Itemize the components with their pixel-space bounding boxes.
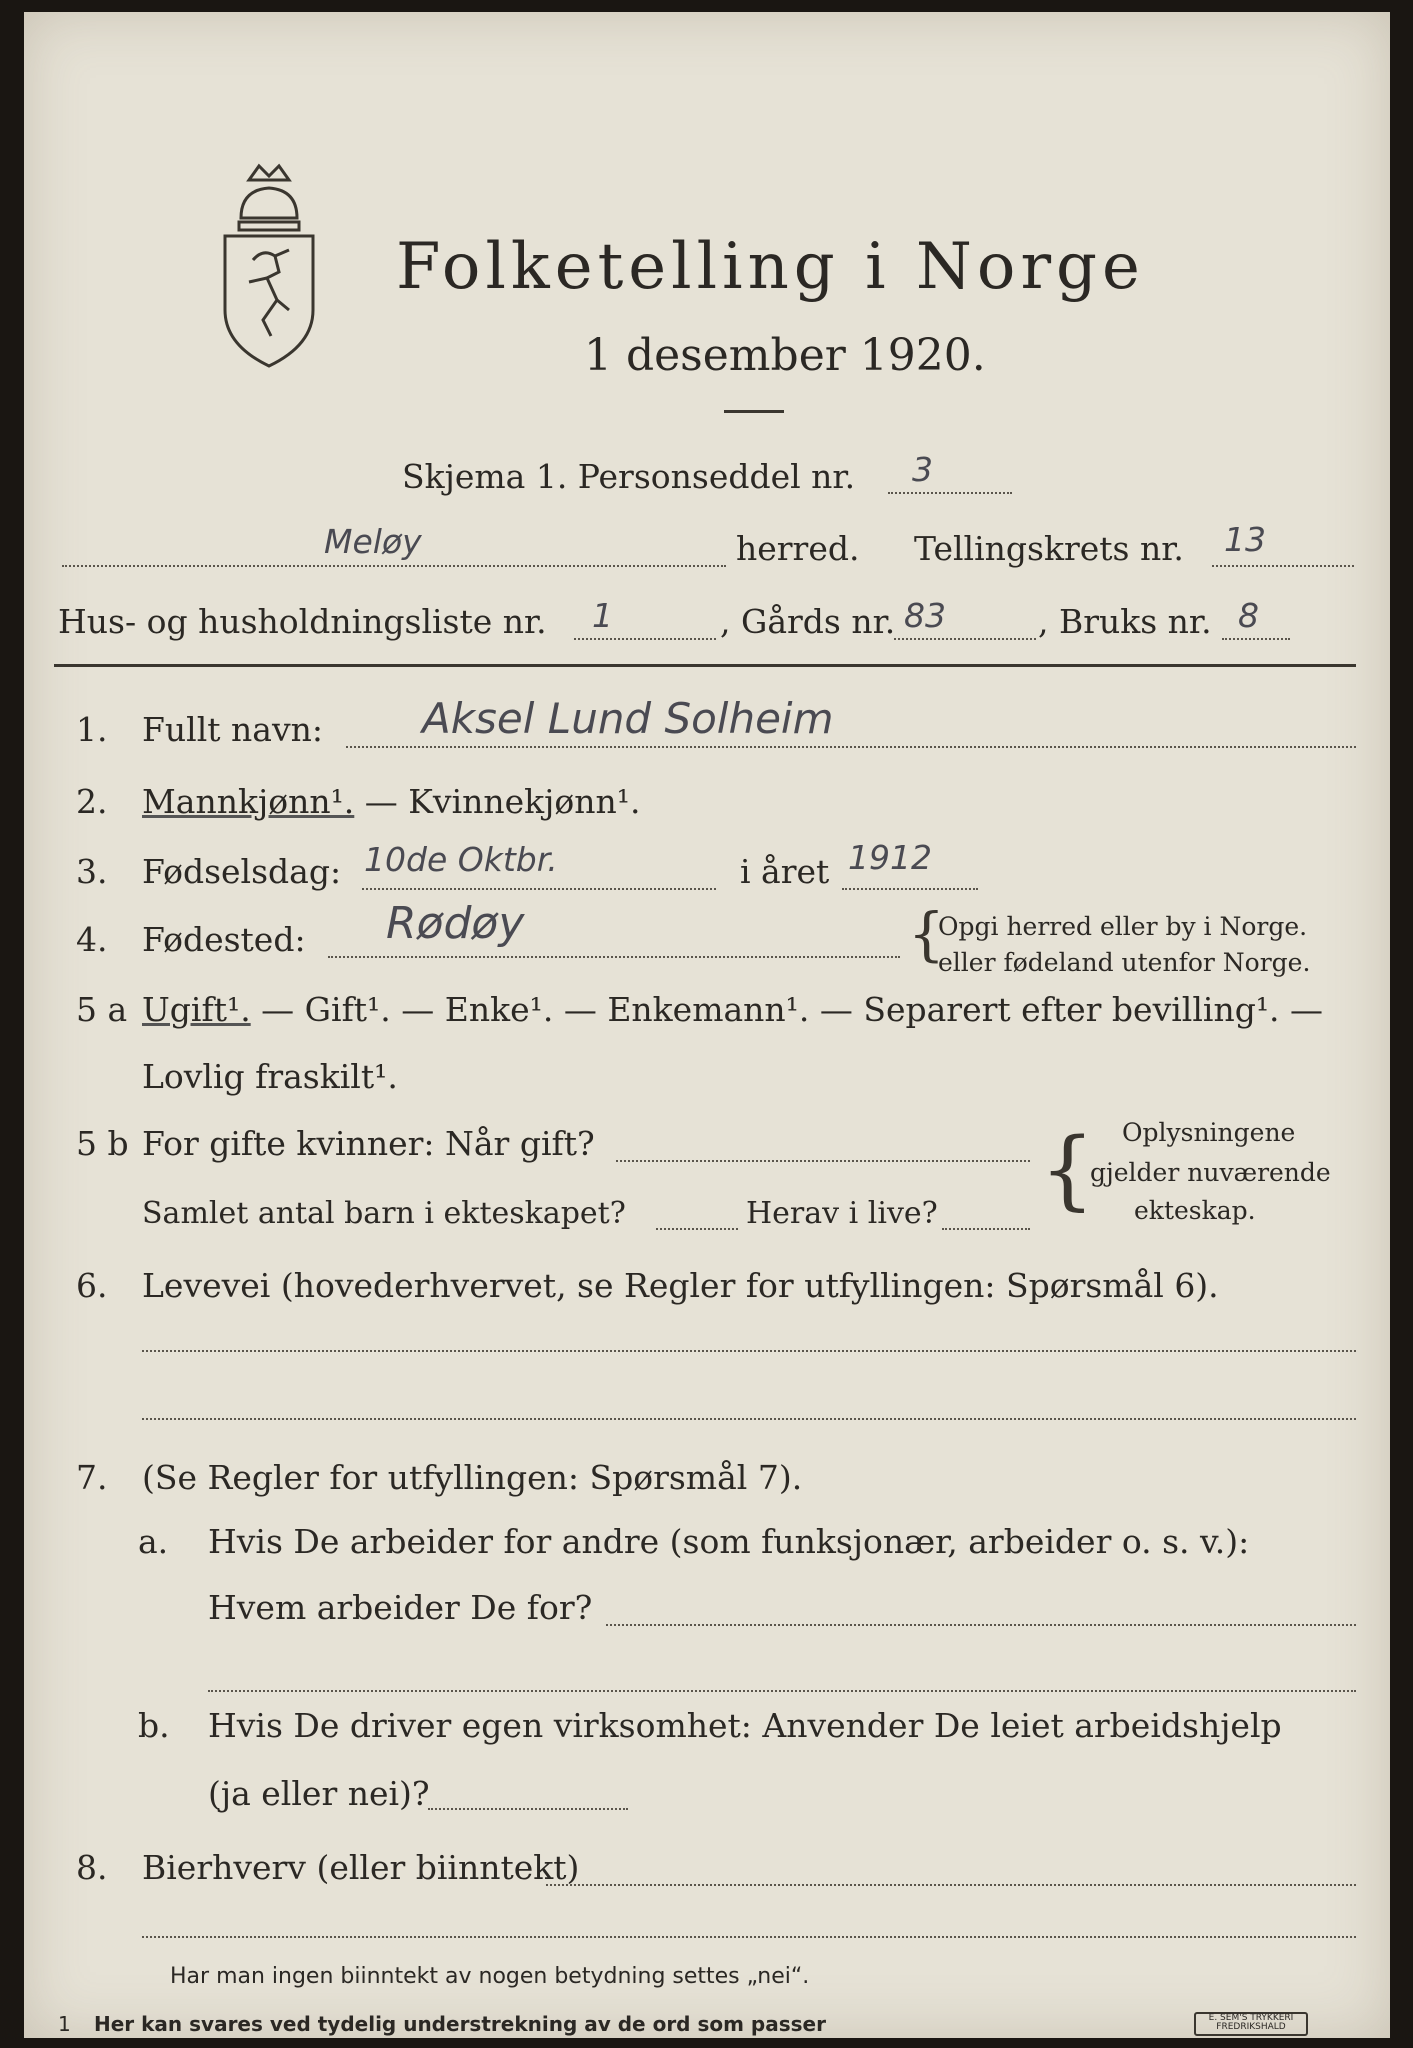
- q7-number: 7.: [76, 1458, 108, 1497]
- q5b-number: 5 b: [76, 1124, 129, 1163]
- census-date: 1 desember 1920.: [584, 330, 986, 381]
- q5b-married-line: [616, 1160, 1030, 1162]
- q7b-label: Hvis De driver egen virksomhet: Anvender De leiet arbeidshjelp: [208, 1706, 1282, 1745]
- q4-brace: {: [908, 900, 945, 968]
- q3-year-line: [842, 888, 978, 890]
- q6-line-2: [142, 1418, 1356, 1420]
- q3-label: Fødselsdag:: [142, 852, 342, 891]
- q7b-letter: b.: [138, 1706, 170, 1745]
- q3-line: [362, 888, 716, 890]
- q2-options: [142, 782, 641, 821]
- q5b-children-line: [656, 1228, 738, 1230]
- birthplace-value: Rødøy: [386, 898, 525, 949]
- footer-note: Har man ingen biinntekt av nogen betydning settes „nei“.: [170, 1964, 810, 1989]
- q2-male: Mannkjønn¹.: [142, 782, 355, 821]
- q2-female: Kvinnekjønn¹.: [408, 782, 641, 821]
- q8-label: Bierhverv (eller biinntekt): [142, 1848, 580, 1887]
- q8-line: [546, 1884, 1356, 1886]
- q5b-note-3: ekteskap.: [1134, 1196, 1256, 1225]
- title-divider: [724, 410, 784, 413]
- q5b-children-label: Samlet antal barn i ekteskapet?: [142, 1196, 626, 1231]
- q2-separator: —: [354, 782, 409, 821]
- q5b-alive-line: [942, 1228, 1030, 1230]
- birthdate-value: 10de Oktbr.: [364, 840, 558, 879]
- personseddel-nr: 3: [912, 450, 933, 489]
- q1-line: [346, 746, 1356, 748]
- q6-number: 6.: [76, 1266, 108, 1305]
- q2-number: 2.: [76, 782, 108, 821]
- header-rule: [54, 664, 1356, 667]
- q4-line: [328, 956, 900, 958]
- full-name-value: Aksel Lund Solheim: [422, 694, 834, 743]
- husliste-nr: 1: [592, 596, 613, 635]
- q7-label: (Se Regler for utfyllingen: Spørsmål 7).: [142, 1458, 803, 1497]
- husliste-label: Hus- og husholdningsliste nr.: [58, 602, 547, 641]
- q7a-letter: a.: [138, 1522, 169, 1561]
- q1-label: Fullt navn:: [142, 710, 323, 749]
- q7a-line2: Hvem arbeider De for?: [208, 1588, 593, 1627]
- q5b-note-1: Oplysningene: [1122, 1118, 1296, 1147]
- q7a-extra-line: [208, 1690, 1356, 1692]
- q5a-other-options: — Gift¹. — Enke¹. — Enkemann¹. — Separert efter bevilling¹. —: [250, 990, 1324, 1029]
- q7a-label: Hvis De arbeider for andre (som funksjonær, arbeider o. s. v.):: [208, 1522, 1250, 1561]
- coat-of-arms-icon: [219, 160, 319, 372]
- footnote-text: Her kan svares ved tydelig understrekning av de ord som passer: [94, 2012, 826, 2036]
- schema-label: Skjema 1. Personseddel nr.: [402, 457, 856, 496]
- q6-label: Levevei (hovederhvervet, se Regler for utfyllingen: Spørsmål 6).: [142, 1266, 1219, 1305]
- birth-year-value: 1912: [848, 838, 932, 877]
- printer-stamp: E. SEM'S TRYKKERI FREDRIKSHALD: [1194, 2012, 1308, 2036]
- tellingskrets-nr: 13: [1224, 520, 1266, 559]
- gards-line: [894, 638, 1036, 640]
- q4-note-1: Opgi herred eller by i Norge.: [938, 912, 1308, 941]
- husliste-line: [574, 638, 716, 640]
- q4-number: 4.: [76, 920, 108, 959]
- q8-number: 8.: [76, 1848, 108, 1887]
- q3-year-label: i året: [740, 852, 830, 891]
- form-title: Folketelling i Norge: [396, 230, 1145, 304]
- bruks-nr: 8: [1238, 596, 1259, 635]
- q7a-employer-line: [606, 1624, 1356, 1626]
- q3-number: 3.: [76, 852, 108, 891]
- q7b-answer-line: [428, 1808, 628, 1810]
- q7b-line2: (ja eller nei)?: [208, 1774, 430, 1813]
- personseddel-line: [888, 492, 1012, 494]
- gards-nr: 83: [904, 596, 946, 635]
- q6-line-1: [142, 1350, 1356, 1352]
- herred-line: [62, 565, 726, 567]
- q5b-alive-label: Herav i live?: [746, 1196, 938, 1231]
- q8-line-2: [142, 1936, 1356, 1938]
- bruks-line: [1222, 638, 1290, 640]
- q5b-brace: {: [1040, 1120, 1095, 1220]
- q5a-line2: Lovlig fraskilt¹.: [142, 1057, 398, 1096]
- q5a-ugift: Ugift¹.: [142, 990, 251, 1029]
- q5b-note-2: gjelder nuværende: [1090, 1158, 1331, 1187]
- footnote-mark: 1: [58, 2012, 71, 2036]
- herred-label: herred.: [736, 529, 860, 568]
- census-form-sheet: [24, 12, 1390, 2038]
- q5a-options: [142, 990, 1323, 1029]
- q5a-number: 5 a: [76, 990, 128, 1029]
- bruks-label: , Bruks nr.: [1038, 602, 1212, 641]
- tellingskrets-line: [1212, 565, 1354, 567]
- q4-note-2: eller fødeland utenfor Norge.: [938, 948, 1311, 977]
- herred-value: Meløy: [324, 522, 422, 561]
- q5b-label: For gifte kvinner: Når gift?: [142, 1124, 595, 1163]
- tellingskrets-label: Tellingskrets nr.: [914, 529, 1184, 568]
- q1-number: 1.: [76, 710, 108, 749]
- q4-label: Fødested:: [142, 920, 306, 959]
- gards-label: , Gårds nr.: [720, 602, 896, 641]
